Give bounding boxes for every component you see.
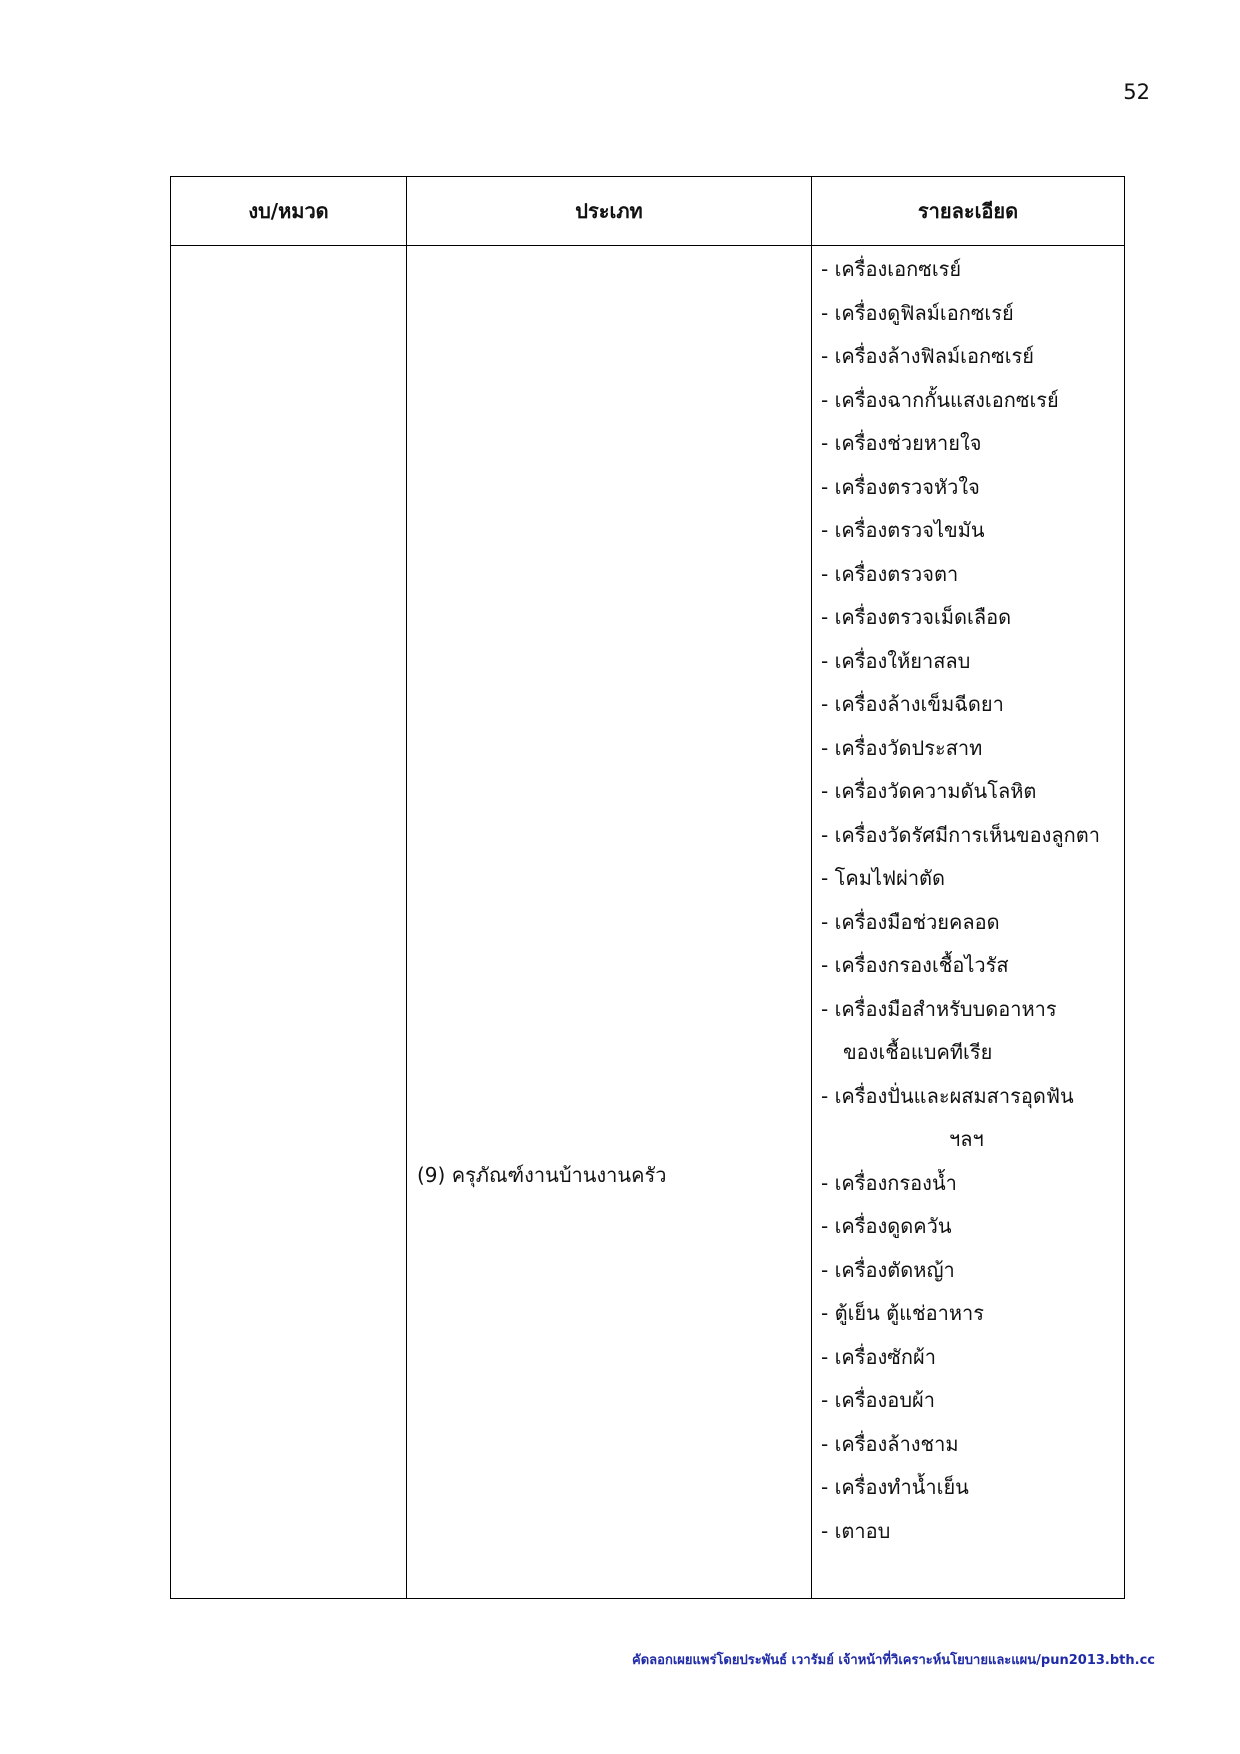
- detail-cell: [812, 246, 1125, 1599]
- detail-item-continuation: ของเชื้อแบคทีเรีย: [843, 1040, 993, 1064]
- detail-item: - เครื่องปั่นและผสมสารอุดฟัน: [821, 1083, 1074, 1108]
- detail-item: - เครื่องตรวจหัวใจ: [821, 474, 980, 499]
- table-header-row: [171, 177, 1125, 246]
- page-number: 52: [1123, 80, 1150, 104]
- detail-item: - เครื่องฉากกั้นแสงเอกซเรย์: [821, 387, 1059, 412]
- detail-item: - เครื่องเอกซเรย์: [821, 257, 962, 281]
- detail-item: - เครื่องอบผ้า: [821, 1388, 935, 1412]
- budget-category-cell: [171, 246, 407, 1599]
- header-type: ประเภท: [407, 177, 812, 246]
- detail-item: - เครื่องกรองน้ำ: [821, 1170, 957, 1195]
- detail-item: - เครื่องวัดรัศมีการเห็นของลูกตา: [821, 822, 1100, 847]
- footer-attribution: คัดลอกเผยแพร่โดยประพันธ์ เวารัมย์ เจ้าหน้าที่วิเคราะห์นโยบายและแผน/pun2013.bth.cc: [632, 1653, 1155, 1668]
- detail-item: - เครื่องดูฟิลม์เอกซเรย์: [821, 300, 1014, 325]
- detail-item: - เครื่องกรองเชื้อไวรัส: [821, 953, 1009, 977]
- budget-category-table: [170, 176, 1125, 1599]
- detail-item: - เตาอบ: [821, 1518, 891, 1543]
- detail-item: - โคมไฟผ่าตัด: [821, 866, 946, 890]
- detail-item: - เครื่องทำน้ำเย็น: [821, 1475, 969, 1499]
- detail-item: - เครื่องล้างชาม: [821, 1431, 959, 1456]
- detail-item: - เครื่องล้างเข็มฉีดยา: [821, 692, 1004, 716]
- type-item-household-equipment: (9) ครุภัณฑ์งานบ้านงานครัว: [417, 1163, 667, 1187]
- detail-item: - เครื่องตรวจเม็ดเลือด: [821, 605, 1012, 629]
- detail-item: - ตู้เย็น ตู้แช่อาหาร: [821, 1301, 984, 1325]
- header-budget-category: งบ/หมวด: [171, 177, 407, 246]
- detail-etc-marker: ฯลฯ: [949, 1127, 984, 1151]
- table-row: [171, 246, 1125, 1599]
- detail-item: - เครื่องดูดควัน: [821, 1214, 952, 1238]
- detail-item: - เครื่องมือช่วยคลอด: [821, 909, 1000, 934]
- detail-item: - เครื่องล้างฟิลม์เอกซเรย์: [821, 344, 1034, 368]
- detail-item: - เครื่องตัดหญ้า: [821, 1257, 955, 1282]
- detail-item: - เครื่องให้ยาสลบ: [821, 648, 971, 673]
- detail-item: - เครื่องช่วยหายใจ: [821, 431, 982, 455]
- detail-item: - เครื่องตรวจตา: [821, 561, 959, 586]
- detail-list: [812, 246, 1124, 1553]
- detail-item: - เครื่องตรวจไขมัน: [821, 518, 985, 542]
- type-cell: [407, 246, 812, 1599]
- detail-item: - เครื่องวัดประสาท: [821, 735, 983, 760]
- header-detail: รายละเอียด: [812, 177, 1125, 246]
- detail-item: - เครื่องซักผ้า: [821, 1344, 936, 1369]
- detail-item: - เครื่องวัดความดันโลหิต: [821, 779, 1037, 803]
- detail-item: - เครื่องมือสำหรับบดอาหาร: [821, 996, 1057, 1021]
